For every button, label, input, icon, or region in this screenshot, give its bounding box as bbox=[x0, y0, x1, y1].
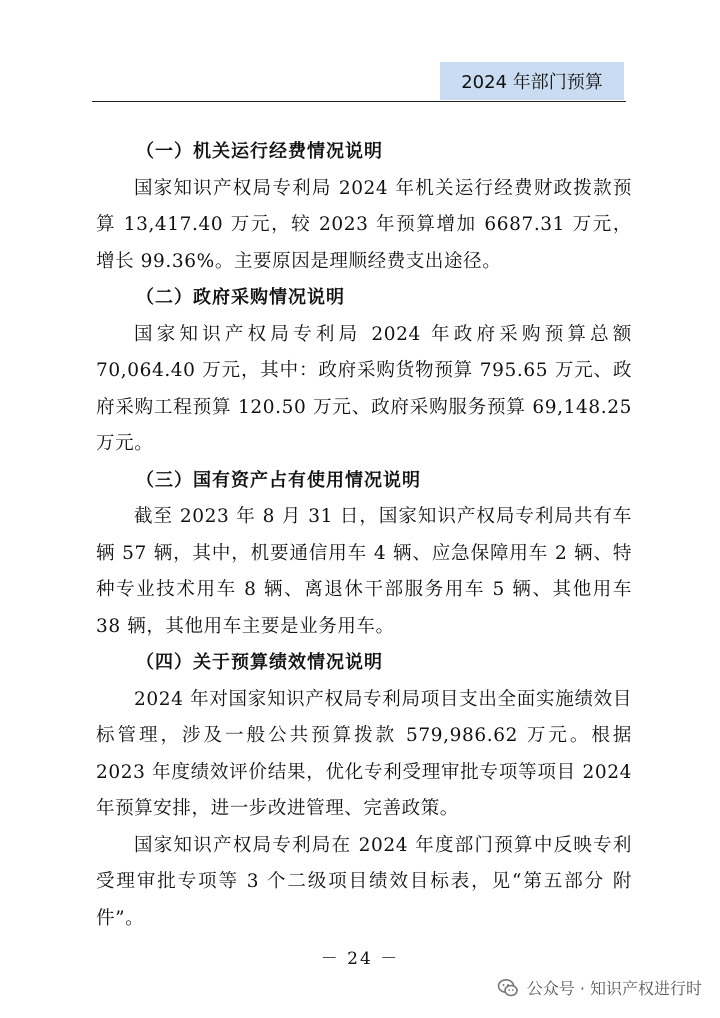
paragraph: 截至 2023 年 8 月 31 日，国家知识产权局专利局共有车辆 57 辆，其中，机要通信用车 4 辆、应急保障用车 2 辆、特种专业技术用车 8 辆、离退休干部服务用车 5 辆、其他用车 38 辆，其他用车主要是业务用车。 bbox=[96, 506, 632, 637]
section-budget-performance bbox=[96, 645, 632, 937]
section-operating-expenses bbox=[96, 134, 632, 280]
section-state-assets bbox=[96, 463, 632, 646]
header-tab-title: 2024 年部门预算 bbox=[461, 72, 603, 93]
section-heading: （三）国有资产占有使用情况说明 bbox=[136, 469, 421, 491]
wechat-icon bbox=[497, 977, 519, 999]
page-number: － 24 － bbox=[320, 949, 400, 969]
paragraph: 国家知识产权局专利局在 2024 年度部门预算中反映专利受理审批专项等 3 个二级项目绩效目标表，见“第五部分 附件”。 bbox=[96, 834, 632, 929]
section-heading: （二）政府采购情况说明 bbox=[136, 287, 345, 308]
watermark-text: 公众号 · 知识产权进行时 bbox=[526, 979, 702, 998]
section-heading: （四）关于预算绩效情况说明 bbox=[136, 652, 383, 673]
section-heading: （一）机关运行经费情况说明 bbox=[136, 141, 383, 162]
paragraph: 2024 年对国家知识产权局专利局项目支出全面实施绩效目标管理，涉及一般公共预算拨款 579,986.62 万元。根据 2023 年度绩效评价结果，优化专利受理审批专项等项目 2024 年预算安排，进一步改进管理、完善政策。 bbox=[96, 688, 632, 819]
header-tab bbox=[440, 62, 624, 100]
watermark bbox=[497, 976, 702, 999]
paragraph: 国家知识产权局专利局 2024 年政府采购预算总额 70,064.40 万元，其中：政府采购货物预算 795.65 万元、政府采购工程预算 120.50 万元、政府采购服务预算 69,148.25 万元。 bbox=[96, 323, 632, 454]
document-body bbox=[96, 134, 632, 937]
paragraph: 国家知识产权局专利局 2024 年机关运行经费财政拨款预算 13,417.40 万元，较 2023 年预算增加 6687.31 万元，增长 99.36%。主要原因是理顺经费支出途径。 bbox=[96, 177, 632, 272]
header-rule bbox=[92, 101, 626, 102]
section-government-procurement bbox=[96, 280, 632, 463]
